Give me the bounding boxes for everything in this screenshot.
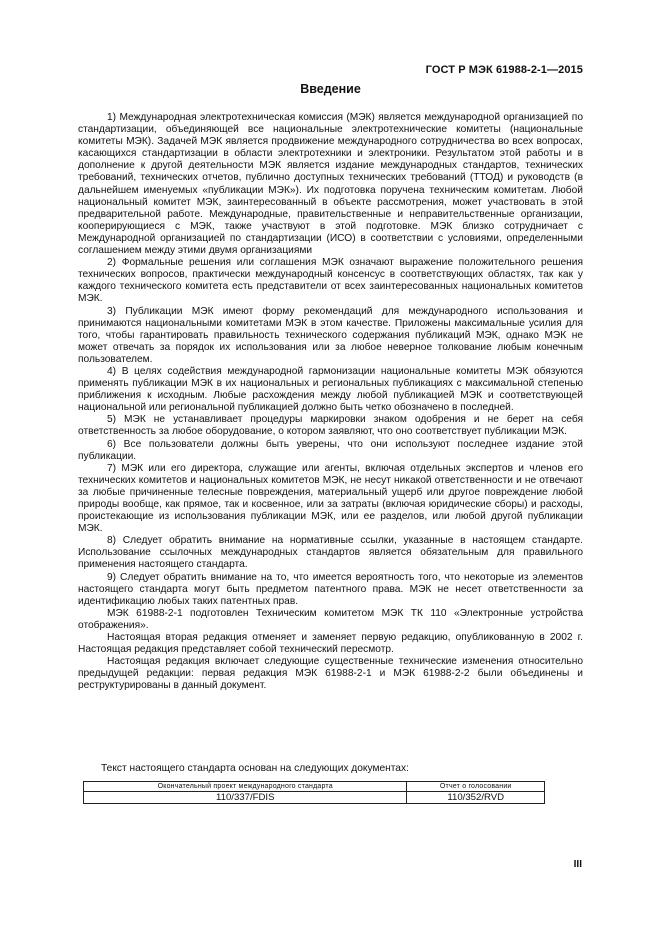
table-header-voting: Отчет о голосовании <box>407 782 545 792</box>
table-row <box>84 792 545 804</box>
paragraph-2: 2) Формальные решения или соглашения МЭК означают выражение положительного решения технических вопросов, практически международный консенсус в соответствующих областях, так как у каждого технического комитета есть представители от всех заинтересованных национальных комитетов МЭК. <box>78 257 583 305</box>
page-number: III <box>573 859 582 870</box>
paragraph-5: 5) МЭК не устанавливает процедуры маркировки знаком одобрения и не берет на себя ответственность за любое оборудование, о котором заявляют, что оно соответствует публикации МЭК. <box>78 414 583 438</box>
paragraph-edition: Настоящая вторая редакция отменяет и заменяет первую редакцию, опубликованную в 2002 г. Настоящая редакция представляет собой технический пересмотр. <box>78 632 583 656</box>
paragraph-3: 3) Публикации МЭК имеют форму рекомендаций для международного использования и принимаются национальными комитетами МЭК в этом качестве. Приложены максимальные усилия для того, чтобы гарантировать правильность технического содержания публикаций МЭК, однако МЭК не может отвечать за порядок их использования или за любое неверное толкование любым конечным пользователем. <box>78 305 583 365</box>
paragraph-changes: Настоящая редакция включает следующие существенные технические изменения относительно предыдущей редакции: первая редакция МЭК 61988-2-1 и МЭК 61988-2-2 были объединены и реструктурированы в данный документ. <box>78 656 583 692</box>
paragraph-8: 8) Следует обратить внимание на нормативные ссылки, указанные в настоящем стандарте. Использование ссылочных международных стандартов является обязательным для правильного применения настоящего стандарта. <box>78 535 583 571</box>
paragraph-4: 4) В целях содействия международной гармонизации национальные комитеты МЭК обязуются применять публикации МЭК в их национальных и региональных публикациях с максимальной степенью приближения к исходным. Любые расхождения между любой публикацией МЭК и соответствующей национальной или региональной публикацией должно быть четко обозначено в последней. <box>78 365 583 414</box>
standard-code: ГОСТ Р МЭК 61988-2-1—2015 <box>425 64 583 76</box>
page-title: Введение <box>300 82 361 96</box>
paragraph-7: 7) МЭК или его директора, служащие или агенты, включая отдельных экспертов и членов его технических комитетов и национальных комитетов МЭК, не несут никакой ответственности и не отвечают за любые причиненные телесные повреждения, материальный ущерб или другое повреждение любой природы вообще, как прямое, так и косвенное, или за затраты (включая юридические сборы) и расходы, проистекающие из использования публикации МЭК, или ее разделов, или любой другой публикации МЭК. <box>78 462 583 535</box>
basis-text: Текст настоящего стандарта основан на следующих документах: <box>101 763 409 774</box>
paragraph-1: 1) Международная электротехническая комиссия (МЭК) является международной организацией по стандартизации, объединяющей все национальные электротехнические комитеты (национальные комитеты МЭК). Задачей МЭК является продвижение международного сотрудничества во всех вопросах, касающихся стандартизации в области электротехники и электроники. Результатом этой работы и в дополнение к другой деятельности МЭК является издание международных стандартов, технических требований, технических отчетов, публично доступных технических требований (ТТОД) и руководств (в дальнейшем именуемых «публикации МЭК»). Их подготовка поручена техническим комитетам. Любой национальный комитет МЭК, заинтересованный в объекте рассмотрения, может участвовать в этой предварительной работе. Международные, правительственные и неправительственные организации, кооперирующиеся с МЭК, также участвуют в этой подготовке. МЭК близко сотрудничает с Международной организацией по стандартизации (ИСО) в соответствии с условиями, определенными соглашением между этими двумя организациями <box>78 112 583 257</box>
paragraph-9: 9) Следует обратить внимание на то, что имеется вероятность того, что некоторые из элементов настоящего стандарта могут быть предметом патентного права. МЭК не несет ответственности за идентификацию любых таких патентных прав. <box>78 571 583 607</box>
table-header-fdis: Окончательный проект международного стандарта <box>84 782 407 792</box>
table-cell-fdis: 110/337/FDIS <box>84 792 407 804</box>
documents-table <box>83 781 545 804</box>
paragraph-prepared-by: МЭК 61988-2-1 подготовлен Техническим комитетом МЭК ТК 110 «Электронные устройства отображения». <box>78 607 583 631</box>
paragraph-6: 6) Все пользователи должны быть уверены, что они используют последнее издание этой публикации. <box>78 438 583 462</box>
table-cell-rvd: 110/352/RVD <box>407 792 545 804</box>
table-header-row <box>84 782 545 792</box>
introduction-body <box>78 112 583 693</box>
